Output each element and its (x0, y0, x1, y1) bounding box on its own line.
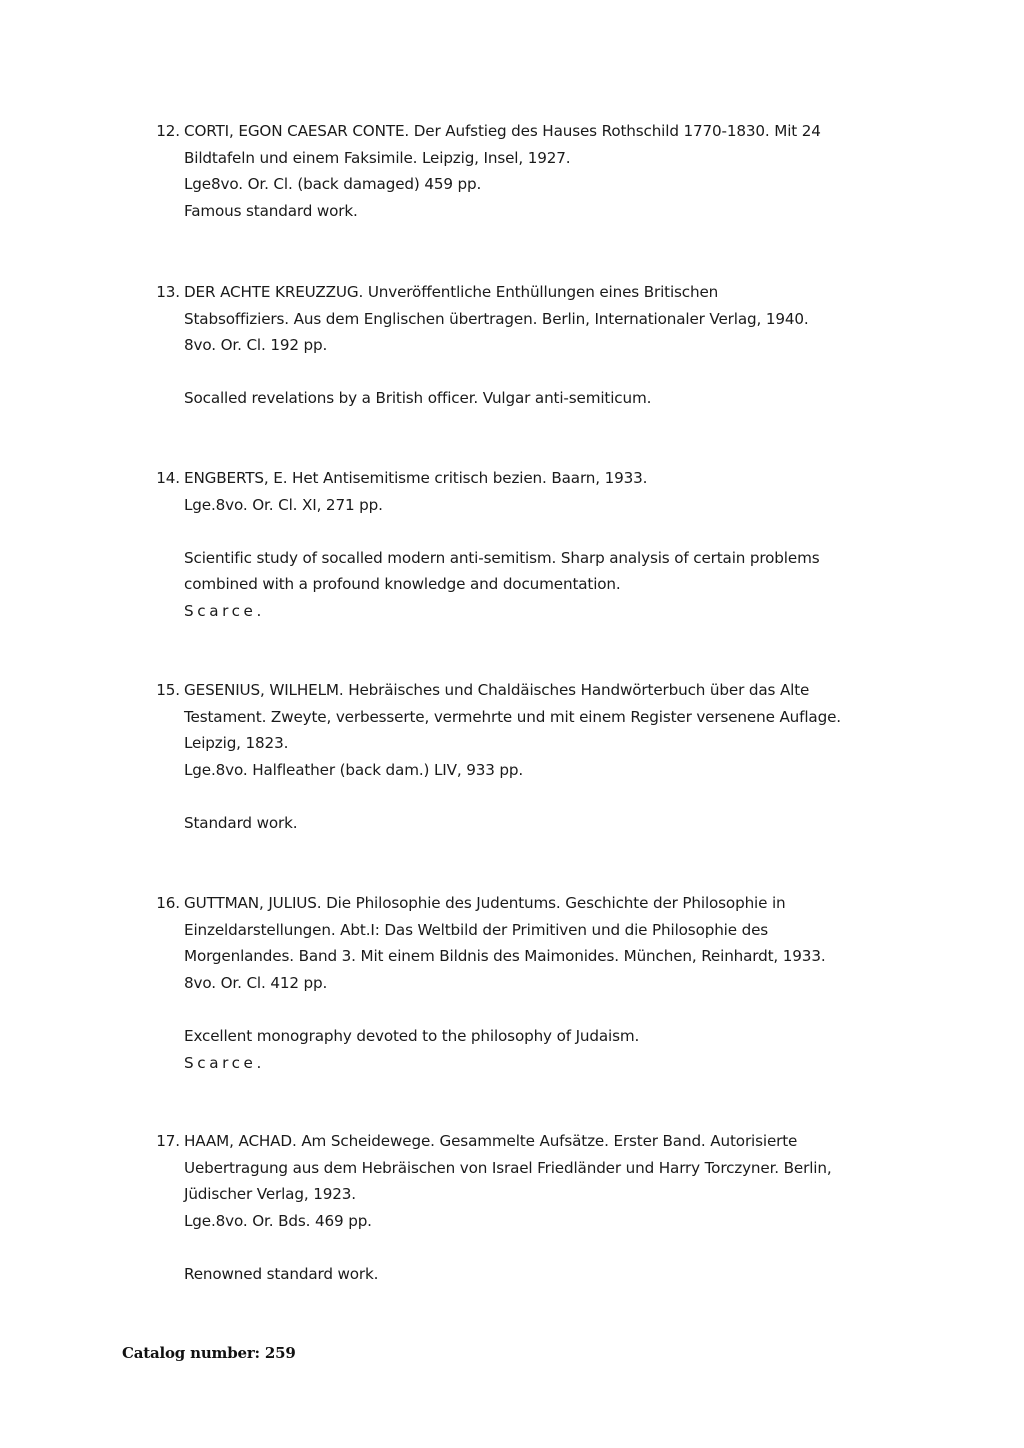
entry-line: Lge8vo. Or. Cl. (back damaged) 459 pp. (184, 175, 482, 194)
entry-number: 15. (156, 681, 180, 699)
entry-number: 17. (156, 1132, 180, 1150)
blank-line (184, 783, 870, 810)
catalog-entry-17 (150, 1128, 870, 1288)
entry-line: GESENIUS, WILHELM. Hebräisches und Chaldäisches Handwörterbuch über das Alte (184, 681, 810, 699)
entry-line: ENGBERTS, E. Het Antisemitisme critisch bezien. Baarn, 1933. (184, 469, 648, 487)
entry-note: Renowned standard work. (184, 1264, 379, 1283)
entry-line: Stabsoffiziers. Aus dem Englischen übertragen. Berlin, Internationaler Verlag, 1940. (184, 309, 809, 328)
entry-line: Jüdischer Verlag, 1923. (184, 1185, 356, 1204)
blank-line (184, 1234, 870, 1261)
entry-line: HAAM, ACHAD. Am Scheidewege. Gesammelte Aufsätze. Erster Band. Autorisierte (184, 1132, 798, 1150)
entry-line: Uebertragung aus dem Hebräischen von Israel Friedländer und Harry Torczyner. Berlin, (184, 1158, 832, 1177)
entry-line: Einzeldarstellungen. Abt.I: Das Weltbild der Primitiven und die Philosophie des (184, 920, 769, 939)
entry-note: Standard work. (184, 813, 298, 832)
catalog-entry-13 (150, 279, 870, 412)
entry-body (184, 465, 870, 625)
blank-line (184, 359, 870, 386)
entry-line: Famous standard work. (184, 201, 358, 220)
entry-line: CORTI, EGON CAESAR CONTE. Der Aufstieg des Hauses Rothschild 1770-1830. Mit 24 (184, 122, 821, 140)
entry-number: 12. (156, 122, 180, 140)
entry-line: Leipzig, 1823. (184, 734, 289, 753)
entry-line: Bildtafeln und einem Faksimile. Leipzig, Insel, 1927. (184, 148, 571, 167)
entry-number: 14. (156, 469, 180, 487)
entry-line: Lge.8vo. Halfleather (back dam.) LIV, 933 pp. (184, 760, 524, 779)
catalog-number-footer: Catalog number: 259 (122, 1344, 296, 1362)
entry-line: 8vo. Or. Cl. 412 pp. (184, 973, 328, 992)
entry-line: Lge.8vo. Or. Cl. XI, 271 pp. (184, 495, 383, 514)
entry-body (184, 677, 870, 837)
entry-line: GUTTMAN, JULIUS. Die Philosophie des Judentums. Geschichte der Philosophie in (184, 894, 786, 912)
rarity-note: Scarce. (184, 1053, 265, 1072)
entry-body (184, 279, 870, 412)
entry-body (184, 890, 870, 1076)
blank-line (184, 518, 870, 545)
catalog-entry-16 (150, 890, 870, 1076)
entry-body (184, 118, 870, 224)
rarity-note: Scarce. (184, 601, 265, 620)
entry-line: Testament. Zweyte, verbesserte, vermehrte und mit einem Register versenene Auflage. (184, 707, 841, 726)
blank-line (184, 996, 870, 1023)
entry-number: 16. (156, 894, 180, 912)
entry-body (184, 1128, 870, 1288)
entry-note: Socalled revelations by a British officer. Vulgar anti-semiticum. (184, 389, 652, 408)
entry-line: Morgenlandes. Band 3. Mit einem Bildnis des Maimonides. München, Reinhardt, 1933. (184, 947, 826, 966)
entry-line: DER ACHTE KREUZZUG. Unveröffentliche Enthüllungen eines Britischen (184, 283, 719, 301)
catalog-entry-15 (150, 677, 870, 837)
entry-line: 8vo. Or. Cl. 192 pp. (184, 336, 328, 355)
entry-note: Excellent monography devoted to the philosophy of Judaism. (184, 1026, 640, 1045)
entry-note: combined with a profound knowledge and documentation. (184, 575, 621, 594)
catalog-entry-12 (150, 118, 870, 224)
entry-note: Scientific study of socalled modern anti-semitism. Sharp analysis of certain problems (184, 548, 820, 567)
entry-number: 13. (156, 283, 180, 301)
catalog-entry-14 (150, 465, 870, 625)
entry-line: Lge.8vo. Or. Bds. 469 pp. (184, 1211, 372, 1230)
